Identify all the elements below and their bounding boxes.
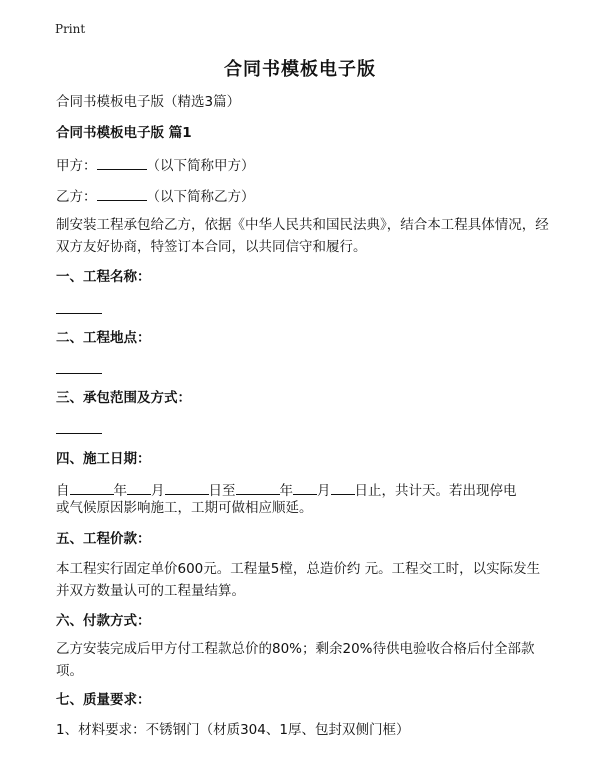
start-day-blank bbox=[165, 480, 209, 495]
party-b-label: 乙方： bbox=[56, 189, 97, 205]
day-to-label: 日至 bbox=[208, 483, 236, 499]
payment-paragraph: 乙方安装完成后甲方付工程款总价的80%；剩余20%待供电验收合格后付全部款项。 bbox=[56, 641, 535, 679]
project-location-blank bbox=[56, 373, 102, 374]
section-heading: 合同书模板电子版 篇1 bbox=[56, 125, 192, 141]
heading-quality: 七、质量要求： bbox=[56, 692, 151, 708]
project-name-blank bbox=[56, 313, 102, 314]
document-title: 合同书模板电子版 bbox=[224, 59, 376, 80]
end-day-blank bbox=[331, 480, 355, 495]
party-a-line bbox=[56, 155, 255, 175]
end-year-blank bbox=[236, 480, 280, 495]
party-a-blank bbox=[97, 155, 147, 170]
heading-price: 五、工程价款： bbox=[56, 531, 151, 547]
scope-blank bbox=[56, 433, 102, 434]
heading-project-location: 二、工程地点： bbox=[56, 330, 151, 346]
month-label: 月 bbox=[151, 483, 165, 499]
party-a-note: （以下简称甲方） bbox=[146, 158, 255, 174]
date-from-label: 自 bbox=[56, 483, 70, 499]
year-label: 年 bbox=[279, 483, 293, 499]
start-month-blank bbox=[127, 480, 151, 495]
print-label: Print bbox=[55, 22, 86, 36]
date-end-text: 日止，共计天。若出现停电 bbox=[354, 483, 517, 499]
document-subtitle: 合同书模板电子版（精选3篇） bbox=[56, 94, 241, 110]
heading-payment: 六、付款方式： bbox=[56, 613, 151, 629]
end-month-blank bbox=[293, 480, 317, 495]
party-b-line bbox=[56, 186, 255, 206]
price-paragraph: 本工程实行固定单价600元。工程量5樘，总造价约 元。工程交工时，以实际发生并双方数量认可的工程量结算。 bbox=[56, 561, 541, 599]
month-label: 月 bbox=[317, 483, 331, 499]
intro-paragraph: 制安装工程承包给乙方，依据《中华人民共和国民法典》，结合本工程具体情况，经双方友好协商，特签订本合同，以共同信守和履行。 bbox=[56, 217, 549, 255]
quality-item-1: 1、材料要求：不锈钢门（材质304、1厚、包封双侧门框） bbox=[56, 722, 410, 738]
party-b-blank bbox=[97, 186, 147, 201]
party-b-note: （以下简称乙方） bbox=[146, 189, 255, 205]
date-line bbox=[56, 480, 517, 500]
party-a-label: 甲方： bbox=[56, 158, 97, 174]
date-line-2: 或气候原因影响施工，工期可做相应顺延。 bbox=[56, 500, 313, 516]
heading-scope: 三、承包范围及方式： bbox=[56, 390, 191, 406]
start-year-blank bbox=[70, 480, 114, 495]
year-label: 年 bbox=[113, 483, 127, 499]
heading-construction-date: 四、施工日期： bbox=[56, 451, 151, 467]
heading-project-name: 一、工程名称： bbox=[56, 269, 151, 285]
